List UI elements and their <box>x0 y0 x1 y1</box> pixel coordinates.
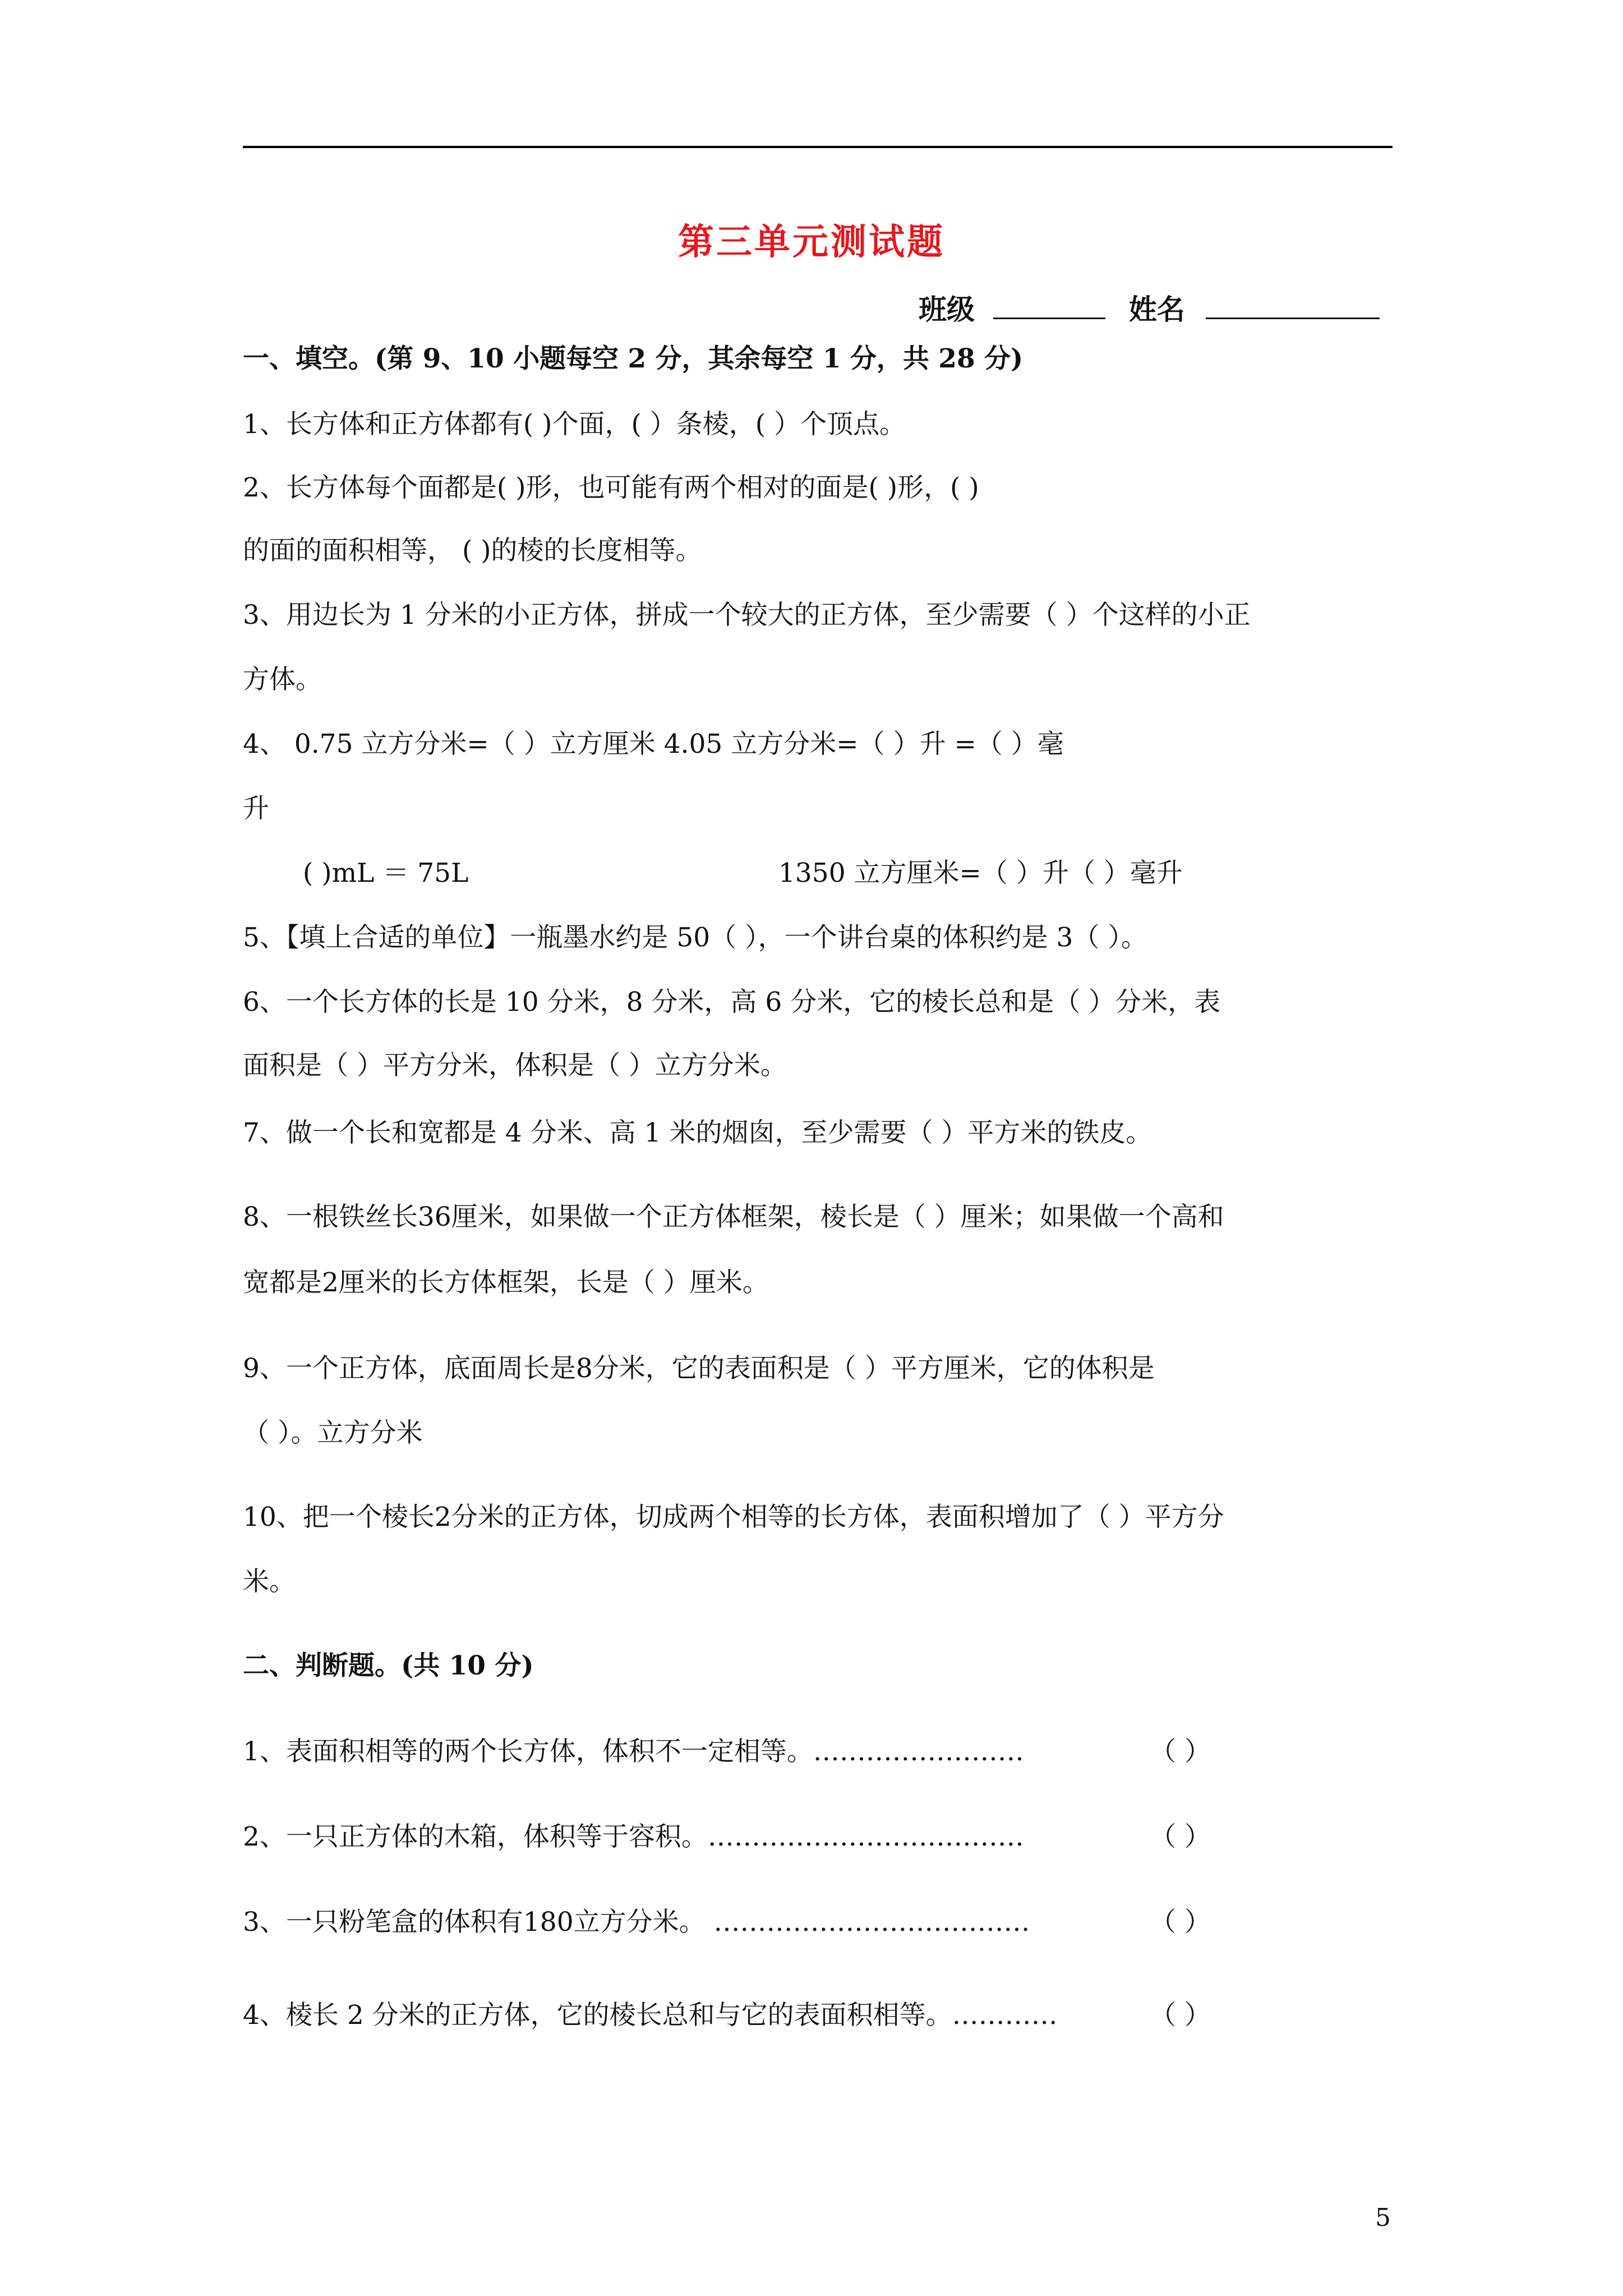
judgment-item-text: 2、一只正方体的木箱，体积等于容积。……………………………… <box>243 1821 1024 1852</box>
judgment-answer-bracket[interactable]: （ ） <box>1150 1821 1211 1852</box>
question-line: 9、一个正方体，底面周长是8分米，它的表面积是（ ）平方厘米，它的体积是 <box>243 1353 1155 1384</box>
class-name-line <box>919 287 1380 328</box>
question-line: 2、长方体每个面都是( )形，也可能有两个相对的面是( )形，( ) <box>243 472 979 503</box>
page-number: 5 <box>1375 2203 1391 2232</box>
judgment-item-text: 1、表面积相等的两个长方体，体积不一定相等。…………………… <box>243 1736 1024 1767</box>
question-line: 10、把一个棱长2分米的正方体，切成两个相等的长方体，表面积增加了（ ）平方分 <box>243 1502 1224 1533</box>
question-line: （ ）。立方分米 <box>243 1418 423 1448</box>
header-rule <box>243 146 1393 148</box>
judgment-item-text: 3、一只粉笔盒的体积有180立方分米。 ……………………………… <box>243 1907 1030 1938</box>
question-line: 8、一根铁丝长36厘米，如果做一个正方体框架，棱长是（ ）厘米；如果做一个高和 <box>243 1202 1224 1232</box>
question-line: 米。 <box>243 1566 296 1597</box>
page-title: 第三单元测试题 <box>678 221 945 263</box>
class-label: 班级 <box>919 293 975 326</box>
question-line: 宽都是2厘米的长方体框架，长是（ ）厘米。 <box>243 1267 769 1298</box>
judgment-item-text: 4、棱长 2 分米的正方体，它的棱长总和与它的表面积相等。………… <box>243 2000 1058 2031</box>
section2-heading: 二、判断题。(共 10 分) <box>243 1650 534 1681</box>
judgment-answer-bracket[interactable]: （ ） <box>1150 2000 1211 2031</box>
name-label: 姓名 <box>1128 293 1185 326</box>
question-line: 面积是（ ）平方分米，体积是（ ）立方分米。 <box>243 1050 787 1081</box>
section1-heading: 一、填空。(第 9、10 小题每空 2 分，其余每空 1 分，共 28 分) <box>243 343 1023 374</box>
question-line: ( )mL ＝ 75L <box>303 858 469 889</box>
question-line: 3、用边长为 1 分米的小正方体，拼成一个较大的正方体，至少需要（ ）个这样的小正 <box>243 600 1251 631</box>
question-line: 1、长方体和正方体都有( )个面，( ）条棱，( ）个顶点。 <box>243 409 906 440</box>
question-line: 升 <box>243 793 269 824</box>
judgment-answer-bracket[interactable]: （ ） <box>1150 1736 1211 1767</box>
question-line: 6、一个长方体的长是 10 分米，8 分米，高 6 分米，它的棱长总和是（ ）分米，表 <box>243 987 1221 1018</box>
class-blank[interactable] <box>993 293 1105 319</box>
question-line: 的面的面积相等， ( )的棱的长度相等。 <box>243 535 702 566</box>
name-blank[interactable] <box>1206 293 1380 319</box>
question-line: 1350 立方厘米=（ ）升（ ）毫升 <box>778 858 1183 889</box>
question-line: 5、【填上合适的单位】一瓶墨水约是 50（ ），一个讲台桌的体积约是 3（ ）。 <box>243 922 1147 953</box>
question-line: 方体。 <box>243 664 322 695</box>
question-line: 7、做一个长和宽都是 4 分米、高 1 米的烟囱，至少需要（ ）平方米的铁皮。 <box>243 1117 1152 1148</box>
question-line: 4、 0.75 立方分米=（ ）立方厘米 4.05 立方分米=（ ）升 =（ ）毫 <box>243 729 1064 760</box>
judgment-answer-bracket[interactable]: （ ） <box>1150 1907 1211 1938</box>
